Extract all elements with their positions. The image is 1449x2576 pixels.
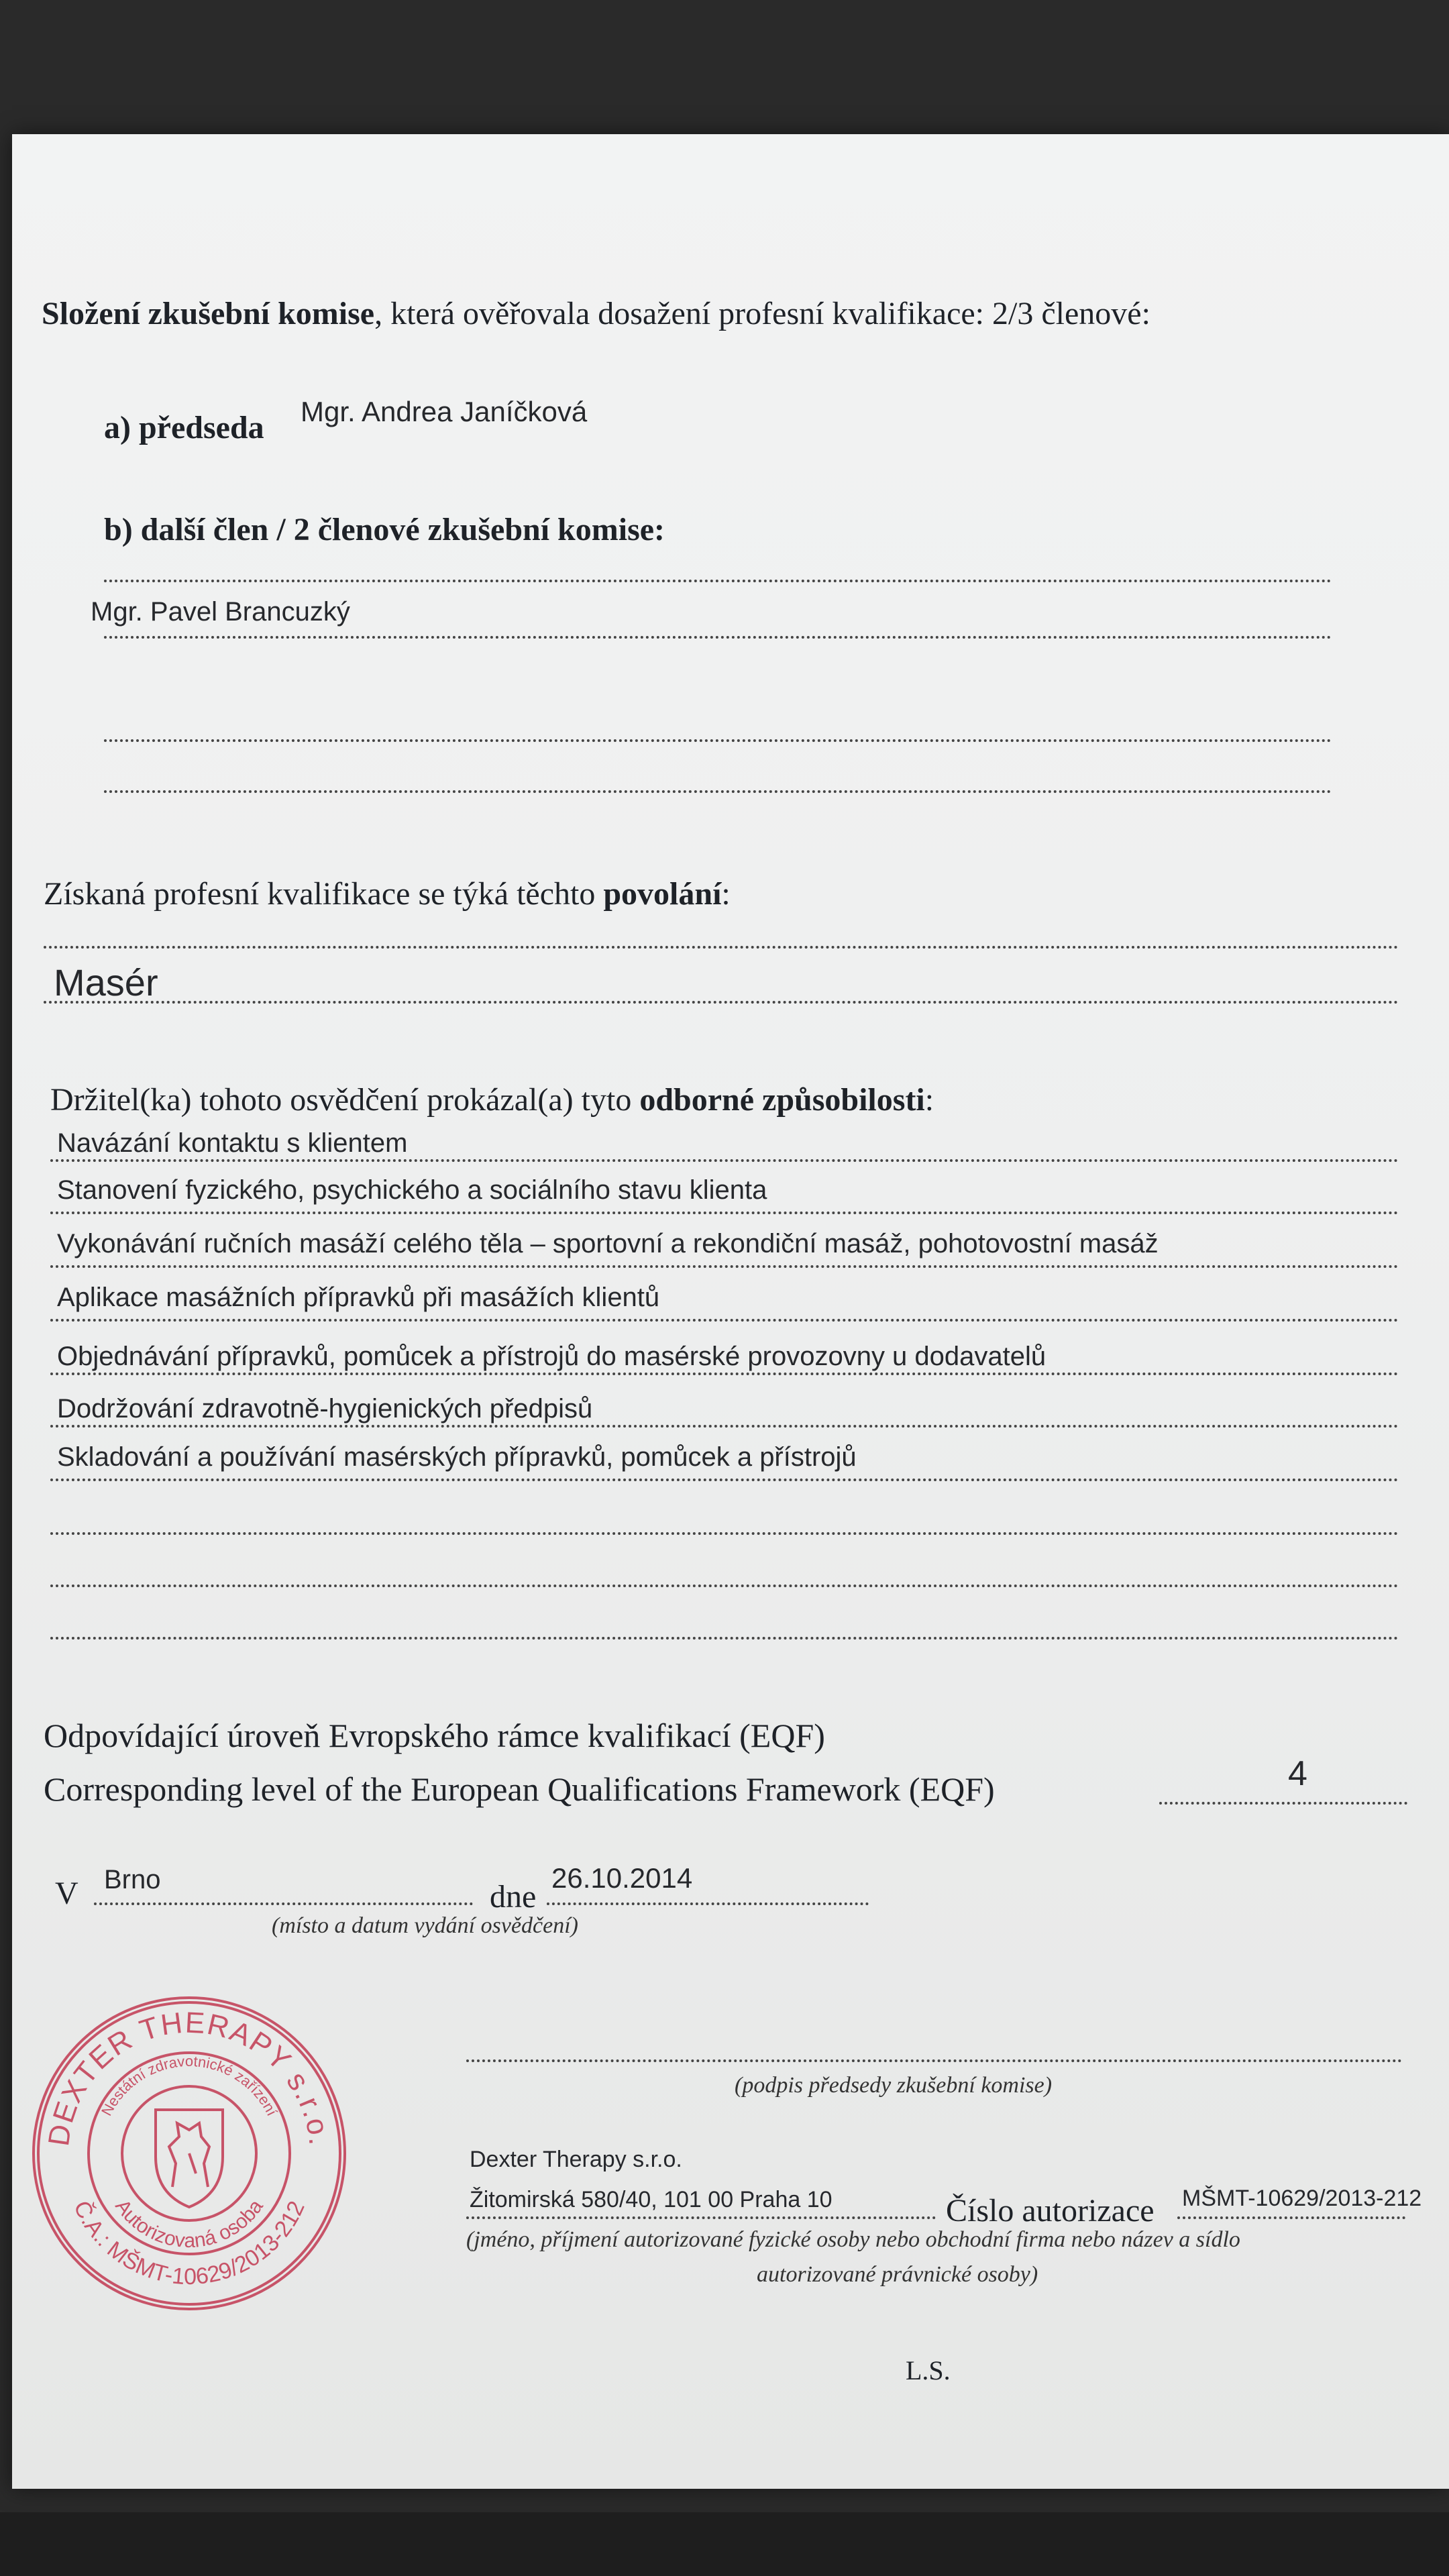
address-line <box>466 2216 936 2219</box>
authorized-caption-1: (jméno, příjmení autorizované fyzické osoby nebo obchodní firma nebo název a sídlo <box>466 2227 1240 2252</box>
competence-line <box>50 1265 1399 1268</box>
member-line-3 <box>104 739 1332 742</box>
date-line <box>547 1902 869 1905</box>
competence-line-empty <box>50 1585 1399 1587</box>
competence-line <box>50 1373 1399 1375</box>
competence-line <box>50 1159 1399 1162</box>
lion-shield-icon <box>156 2110 223 2207</box>
eqf-level-line <box>1159 1802 1407 1805</box>
competence-item: Objednávání přípravků, pomůcek a přístrojů do masérské provozovny u dodavatelů <box>57 1342 1046 1371</box>
profession-label: Získaná profesní kvalifikace se týká těchto povolání: <box>44 876 731 912</box>
competence-item: Navázání kontaktu s klientem <box>57 1128 408 1158</box>
member-line-2 <box>104 636 1332 639</box>
stamp-bottom-text: Č.A.: MŠMT-10629/2013-212 <box>68 2196 310 2290</box>
stamp-inner-text: Nestátní zdravotnické zařízení <box>98 2053 281 2118</box>
competence-line <box>50 1212 1399 1214</box>
auth-label: Číslo autorizace <box>946 2193 1155 2229</box>
stamp-outer-text: DEXTER THERAPY s.r.o. <box>42 2006 336 2149</box>
auth-number: MŠMT-10629/2013-212 <box>1182 2186 1422 2211</box>
ls-mark: L.S. <box>906 2355 951 2385</box>
eqf-line-en: Corresponding level of the European Qualifications Framework (EQF) <box>44 1770 995 1808</box>
signature-caption: (podpis předsedy zkušební komise) <box>735 2073 1053 2098</box>
competence-item: Dodržování zdravotně-hygienických předpisů <box>57 1394 593 1424</box>
dne-label: dne <box>490 1879 537 1915</box>
members-label: b) další člen / 2 členové zkušební komise: <box>104 512 665 547</box>
place-date-caption: (místo a datum vydání osvědčení) <box>272 1913 578 1938</box>
company-stamp <box>28 1992 350 2314</box>
auth-line <box>1177 2216 1405 2219</box>
committee-heading: Složení zkušební komise, která ověřovala dosažení profesní kvalifikace: 2/3 členové: <box>42 296 1150 331</box>
eqf-line-cz: Odpovídající úroveň Evropského rámce kvalifikací (EQF) <box>44 1717 825 1754</box>
competence-line <box>50 1479 1399 1481</box>
eqf-level: 4 <box>1288 1754 1307 1793</box>
competence-item: Aplikace masážních přípravků při masážích klientů <box>57 1283 660 1312</box>
authorized-caption-2: autorizované právnické osoby) <box>757 2262 1038 2287</box>
chair-label: a) předseda <box>104 410 264 445</box>
profession-value: Masér <box>54 961 158 1004</box>
table-surface <box>0 2512 1449 2576</box>
member-line-4 <box>104 790 1332 793</box>
member-name: Mgr. Pavel Brancuzký <box>91 597 350 627</box>
competence-item: Stanovení fyzického, psychického a sociálního stavu klienta <box>57 1175 767 1205</box>
competence-item: Vykonávání ručních masáží celého těla – sportovní a rekondiční masáž, pohotovostní masáž <box>57 1229 1159 1258</box>
profession-line-1 <box>44 946 1399 949</box>
issue-date: 26.10.2014 <box>551 1862 693 1894</box>
v-label: V <box>55 1876 78 1911</box>
competence-item: Skladování a používání masérských přípravků, pomůcek a přístrojů <box>57 1442 857 1472</box>
chair-name: Mgr. Andrea Janíčková <box>301 396 588 427</box>
competence-line <box>50 1319 1399 1322</box>
company-address: Žitomirská 580/40, 101 00 Praha 10 <box>470 2187 833 2212</box>
profession-line-2 <box>44 1001 1399 1004</box>
competence-line-empty <box>50 1532 1399 1535</box>
company-name: Dexter Therapy s.r.o. <box>470 2147 682 2172</box>
competence-line-empty <box>50 1637 1399 1640</box>
member-line-1 <box>104 580 1332 582</box>
place-line <box>94 1902 473 1905</box>
competence-line <box>50 1425 1399 1428</box>
issue-place: Brno <box>104 1865 161 1894</box>
signature-line <box>466 2059 1402 2062</box>
stamp-lower-inner-text: Autorizovaná osoba <box>111 2195 268 2253</box>
competences-label: Držitel(ka) tohoto osvědčení prokázal(a) tyto odborné způsobilosti: <box>50 1082 934 1118</box>
